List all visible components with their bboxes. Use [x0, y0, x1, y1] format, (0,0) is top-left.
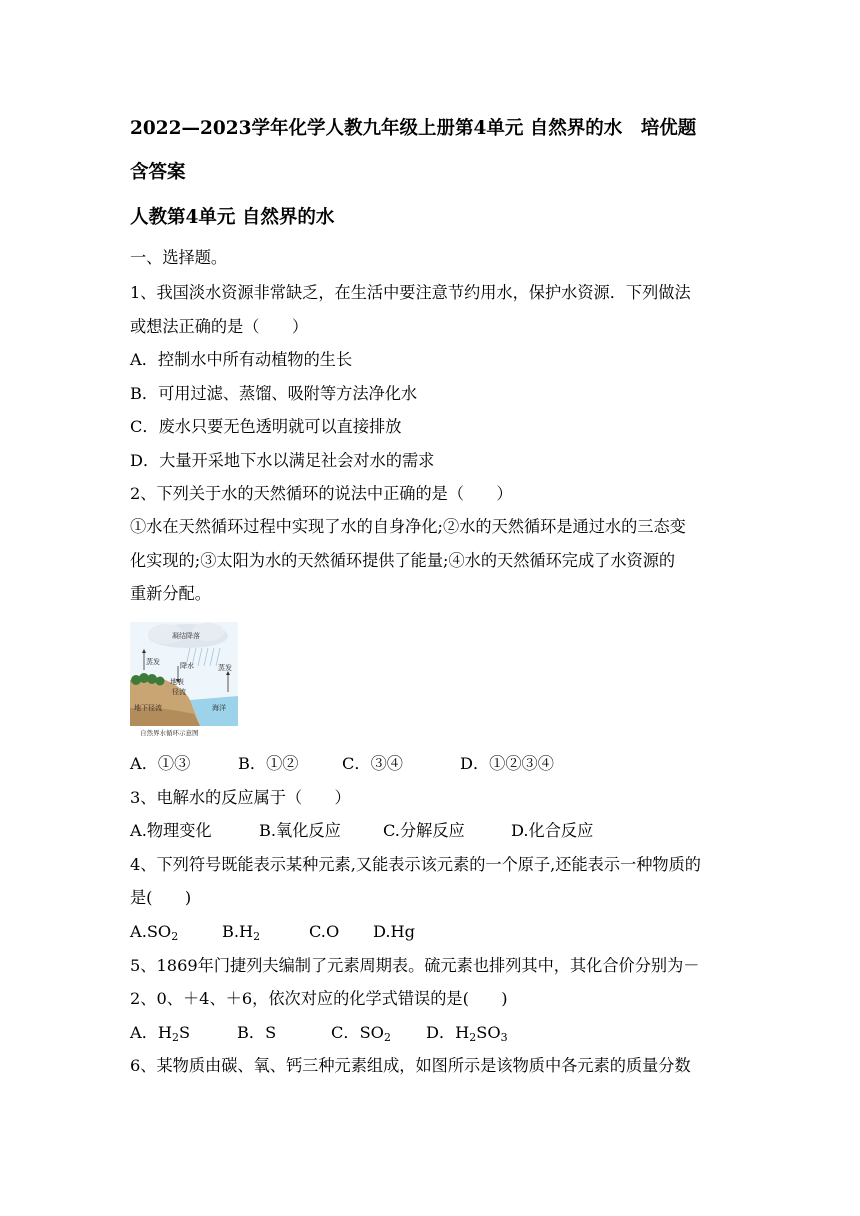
figure-caption: 自然界水循环示意图: [140, 729, 199, 737]
q2-option-b: B．①②: [238, 754, 299, 773]
q3-options: [130, 823, 593, 839]
q4-options: [130, 924, 415, 942]
q2-body-line1: ①水在天然循环过程中实现了水的自身净化;②水的天然循环是通过水的三态变: [130, 517, 686, 536]
q2-options: [130, 756, 554, 772]
q2-body-line3: 重新分配。: [130, 584, 211, 603]
q3-option-c: C.分解反应: [383, 821, 465, 840]
q1-stem-line2: 或想法正确的是（ ）: [130, 317, 309, 336]
q1-stem-line1: 1、我国淡水资源非常缺乏，在生活中要注意节约用水，保护水资源．下列做法: [130, 283, 691, 302]
unit-heading: 人教第4单元 自然界的水: [130, 207, 335, 228]
figure-label-surface: 地表: [170, 678, 184, 686]
figure-label-evap-left: 蒸发: [146, 658, 160, 666]
q3-option-b: B.氧化反应: [259, 821, 341, 840]
q5-options: [130, 1025, 508, 1043]
q6-stem-line1: 6、某物质由碳、氧、钙三种元素组成，如图所示是该物质中各元素的质量分数: [130, 1056, 691, 1075]
q1-option-c: C．废水只要无色透明就可以直接排放: [130, 417, 402, 436]
q1-option-d: D．大量开采地下水以满足社会对水的需求: [130, 451, 435, 470]
q3-stem: 3、电解水的反应属于（ ）: [130, 788, 351, 807]
q4-option-a: $A.SO_2$: [130, 922, 179, 943]
q2-body-line2: 化实现的;③太阳为水的天然循环提供了能量;④水的天然循环完成了水资源的: [130, 551, 676, 570]
q5-stem-line2: 2、0、＋4、＋6，依次对应的化学式错误的是( ): [130, 989, 508, 1008]
q2-option-a: A．①③: [130, 754, 191, 773]
figure-label-evap-right: 蒸发: [218, 664, 232, 672]
figure-label-ground: 地下径流: [134, 704, 162, 712]
document-title-line2: 含答案: [130, 162, 186, 183]
q3-option-d: D.化合反应: [511, 821, 594, 840]
q1-option-b: B．可用过滤、蒸馏、吸附等方法净化水: [130, 384, 418, 403]
q4-option-d: D.Hg: [373, 922, 416, 941]
q1-option-a: A．控制水中所有动植物的生长: [130, 350, 353, 369]
water-cycle-figure: [130, 622, 238, 738]
figure-label-rain: 降水: [180, 662, 194, 670]
q2-option-c: C．③④: [342, 754, 403, 773]
q5-option-b: B．S: [237, 1023, 277, 1042]
q4-stem-line2: 是( ): [130, 888, 192, 907]
figure-label-cloud: 凝结降落: [172, 632, 200, 640]
q5-stem-line1: 5、1869年门捷列夫编制了元素周期表。硫元素也排列其中，其化合价分别为－: [130, 956, 700, 975]
q3-option-a: A.物理变化: [130, 821, 212, 840]
section-heading: 一、选择题。: [130, 248, 228, 267]
q4-option-c: C.O: [309, 922, 340, 941]
document-title-line1: 2022—2023学年化学人教九年级上册第4单元 自然界的水 培优题: [130, 118, 697, 139]
q2-stem: 2、下列关于水的天然循环的说法中正确的是（ ）: [130, 484, 513, 503]
q2-option-d: D．①②③④: [460, 754, 554, 773]
q4-option-b: $B.H_2$: [222, 922, 261, 943]
q5-option-c: C．$SO_2$: [331, 1023, 391, 1044]
q4-stem-line1: 4、下列符号既能表示某种元素,又能表示该元素的一个原子,还能表示一种物质的: [130, 855, 701, 874]
figure-label-runoff: 径流: [172, 688, 186, 696]
figure-label-ocean: 海洋: [212, 704, 226, 712]
q5-option-a: A．$H_2S$: [130, 1023, 191, 1044]
q5-option-d: D．$H_2SO_3$: [426, 1023, 508, 1044]
